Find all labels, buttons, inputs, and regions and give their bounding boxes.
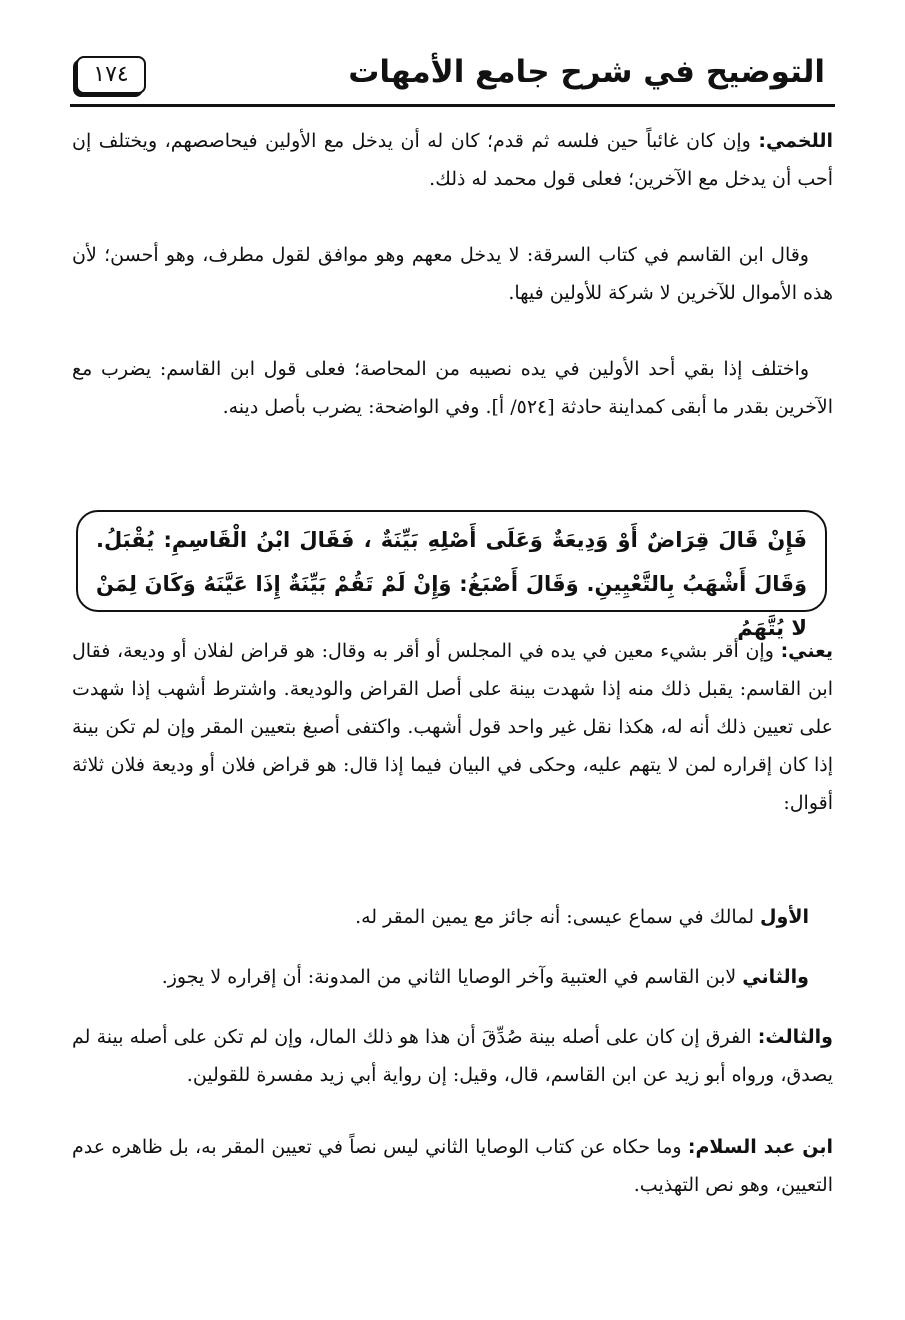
page-number: ١٧٤ [76, 56, 146, 94]
paragraph-text: وما حكاه عن كتاب الوصايا الثاني ليس نصاً في تعيين المقر به، بل ظاهره عدم التعيين، وهو نص التهذيب. [72, 1136, 833, 1196]
page-header [70, 52, 835, 104]
paragraph-lead: اللخمي: [758, 130, 833, 152]
opinion-first [72, 898, 833, 936]
paragraph-ibn-abd-salam [72, 1128, 833, 1204]
opinion-lead: والثالث: [757, 1026, 833, 1048]
paragraph-text: وقال ابن القاسم في كتاب السرقة: لا يدخل معهم وهو موافق لقول مطرف، وهو أحسن؛ لأن هذه الأموال للآخرين لا شركة للأولين فيها. [72, 244, 833, 304]
matn-text: فَإِنْ قَالَ قِرَاضٌ أَوْ وَدِيعَةٌ وَعَلَى أَصْلِهِ بَيِّنَةٌ ، فَقَالَ ابْنُ الْقَاسِمِ: يُقْبَلُ. وَقَالَ أَشْهَبُ بِالتَّعْيِينِ. وَقَالَ أَصْبَغُ: وَإِنْ لَمْ تَقُمْ بَيِّنَةٌ إِذَا عَيَّنَهُ وَكَانَ لِمَنْ لا يُتَّهَمُ [96, 528, 807, 640]
paragraph-ibn-qasim [72, 236, 833, 312]
opinion-second [72, 958, 833, 996]
opinion-text: الفرق إن كان على أصله بينة صُدِّقَ أن هذا هو ذلك المال، وإن لم تكن على أصله بينة لم يصدق، ورواه أبو زيد عن ابن القاسم، قال، وقيل: إن رواية أبي زيد مفسرة للقولين. [72, 1026, 833, 1086]
paragraph-text: واختلف إذا بقي أحد الأولين في يده نصيبه من المحاصة؛ فعلى قول ابن القاسم: يضرب مع الآخرين بقدر ما أبقى كمداينة حادثة [٥٢٤/ أ]. وفي الواضحة: يضرب بأصل دينه. [72, 358, 833, 418]
paragraph-lakhmi [72, 122, 833, 198]
opinion-third [72, 1018, 833, 1094]
header-divider [70, 104, 835, 107]
opinion-text: لمالك في سماع عيسى: أنه جائز مع يمين المقر له. [355, 906, 761, 928]
commentary [72, 632, 833, 822]
opinion-lead: والثاني [742, 966, 809, 988]
commentary-lead: يعني: [780, 640, 833, 662]
opinion-text: لابن القاسم في العتبية وآخر الوصايا الثاني من المدونة: أن إقراره لا يجوز. [161, 966, 743, 988]
running-title: التوضيح في شرح جامع الأمهات [348, 54, 825, 90]
paragraph-lead: ابن عبد السلام: [687, 1136, 833, 1158]
matn-box [76, 510, 827, 640]
paragraph-text: وإن كان غائباً حين فلسه ثم قدم؛ كان له أن يدخل مع الأولين فيحاصصهم، ويختلف إن أحب أن يدخل مع الآخرين؛ فعلى قول محمد له ذلك. [72, 130, 833, 190]
paragraph-muhassa [72, 350, 833, 426]
commentary-text: وإن أقر بشيء معين في يده في المجلس أو أقر به وقال: هو قراض لفلان أو وديعة، فقال ابن القاسم: يقبل ذلك منه إذا شهدت بينة على أصل القراض والوديعة. واشترط أشهب إذا شهدت على تعيين ذلك أنه له، هكذا نقل غير واحد قول أشهب. واكتفى أصبغ بتعيين المقر وإن لم تكن بينة إذا كان إقراره لمن لا يتهم عليه، وحكى في البيان فيما إذا قال: هو قراض فلان أو وديعة فلان ثلاثة أقوال: [72, 640, 833, 814]
opinion-lead: الأول [760, 906, 809, 928]
